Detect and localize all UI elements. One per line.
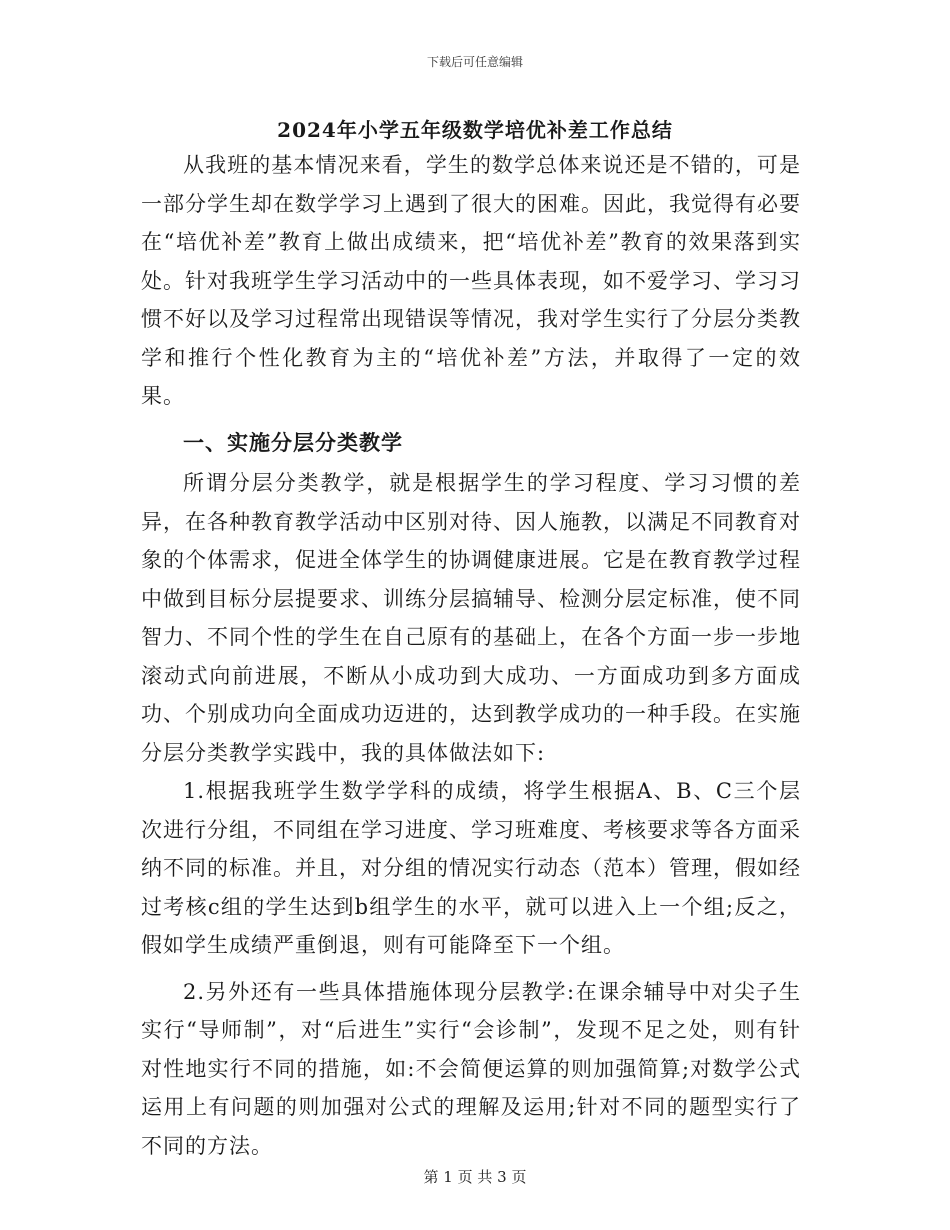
- intro-paragraph: 从我班的基本情况来看，学生的数学总体来说还是不错的，可是一部分学生却在数学学习上遇到了很大的困难。因此，我觉得有必要在“培优补差”教育上做出成绩来，把“培优补差”教育的效果落到实处。针对我班学生学习活动中的一些具体表现，如不爱学习、学习习惯不好以及学习过程常出现错误等情况，我对学生实行了分层分类教学和推行个性化教育为主的“培优补差”方法，并取得了一定的效果。: [141, 153, 801, 408]
- page-number: 第 1 页 共 3 页: [423, 1168, 527, 1186]
- method-paragraph-1: 1.根据我班学生数学学科的成绩，将学生根据A、B、C三个层次进行分组，不同组在学习进度、学习班难度、考核要求等各方面采纳不同的标准。并且，对分组的情况实行动态（范本）管理，假如经过考核c组的学生达到b组学生的水平，就可以进入上一个组;反之，假如学生成绩严重倒退，则有可能降至下一个组。: [141, 779, 801, 957]
- document-title: 2024年小学五年级数学培优补差工作总结: [277, 118, 673, 142]
- section-heading: 一、实施分层分类教学: [183, 429, 403, 455]
- method-paragraph-2: 2.另外还有一些具体措施体现分层教学:在课余辅导中对尖子生实行“导师制”，对“后进生”实行“会诊制”，发现不足之处，则有针对性地实行不同的措施，如:不会简便运算的则加强简算;对数学公式运用上有问题的则加强对公式的理解及运用;针对不同的题型实行了不同的方法。: [141, 979, 801, 1158]
- document-body: [141, 146, 801, 1165]
- header-note: 下载后可任意编辑: [426, 55, 523, 69]
- definition-paragraph: 所谓分层分类教学，就是根据学生的学习程度、学习习惯的差异，在各种教育教学活动中区别对待、因人施教，以满足不同教育对象的个体需求，促进全体学生的协调健康进展。它是在教育教学过程中做到目标分层提要求、训练分层搞辅导、检测分层定标准，使不同智力、不同个性的学生在自己原有的基础上，在各个方面一步一步地滚动式向前进展，不断从小成功到大成功、一方面成功到多方面成功、个别成功向全面成功迈进的，达到教学成功的一种手段。在实施分层分类教学实践中，我的具体做法如下:: [141, 471, 801, 765]
